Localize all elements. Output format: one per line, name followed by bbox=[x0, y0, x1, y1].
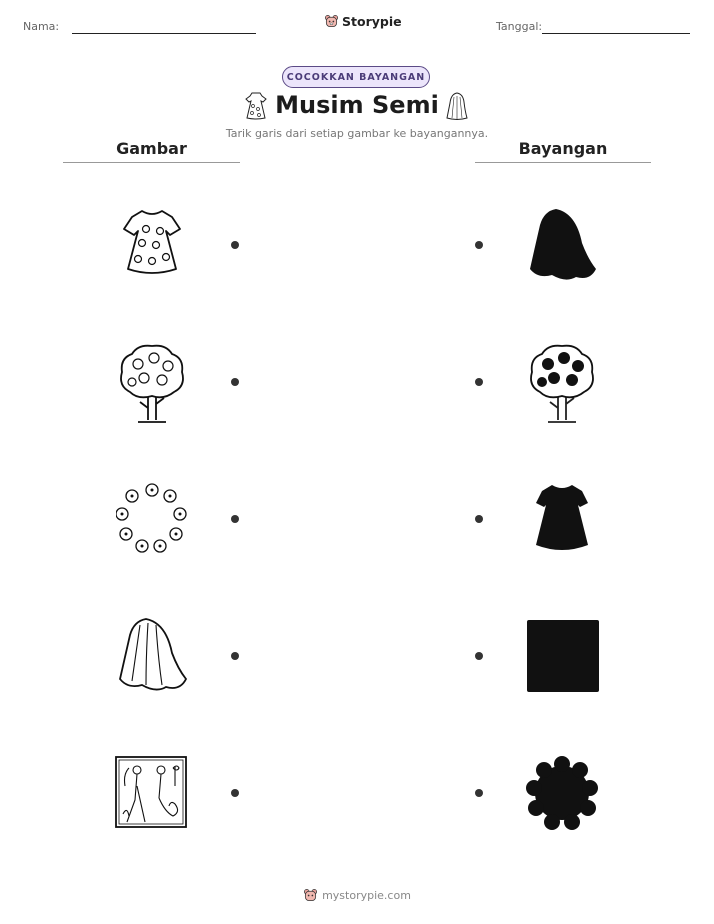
right-column-rule bbox=[475, 162, 651, 163]
name-label: Nama: bbox=[23, 20, 60, 33]
right-connect-dot-4[interactable] bbox=[475, 652, 483, 660]
fruit-tree-icon bbox=[116, 342, 188, 424]
left-connect-dot-4[interactable] bbox=[231, 652, 239, 660]
right-column-heading: Bayangan bbox=[518, 139, 608, 158]
veil-icon bbox=[444, 91, 470, 121]
fruit-tree-shadow-icon bbox=[526, 342, 598, 424]
right-connect-dot-1[interactable] bbox=[475, 241, 483, 249]
date-label: Tanggal: bbox=[496, 20, 543, 33]
dress-icon bbox=[116, 207, 188, 279]
left-column-rule bbox=[63, 162, 240, 163]
tile-shadow-icon bbox=[527, 620, 599, 692]
left-connect-dot-1[interactable] bbox=[231, 241, 239, 249]
brand-name: Storypie bbox=[342, 14, 402, 29]
brand-logo bbox=[324, 14, 402, 29]
angels-tile-icon bbox=[115, 756, 187, 828]
flower-wreath-icon bbox=[116, 482, 188, 554]
footer-url[interactable]: mystorypie.com bbox=[322, 889, 411, 902]
activity-badge: COCOKKAN BAYANGAN bbox=[282, 66, 430, 88]
instructions: Tarik garis dari setiap gambar ke bayangannya. bbox=[225, 127, 489, 140]
right-connect-dot-2[interactable] bbox=[475, 378, 483, 386]
wreath-shadow-icon bbox=[526, 756, 598, 830]
bear-icon bbox=[303, 888, 318, 903]
left-connect-dot-5[interactable] bbox=[231, 789, 239, 797]
right-connect-dot-5[interactable] bbox=[475, 789, 483, 797]
dress-shadow-icon bbox=[526, 481, 598, 555]
left-connect-dot-3[interactable] bbox=[231, 515, 239, 523]
right-connect-dot-3[interactable] bbox=[475, 515, 483, 523]
veil-shadow-icon bbox=[526, 207, 598, 283]
date-field-line[interactable] bbox=[542, 33, 690, 34]
footer bbox=[0, 888, 714, 903]
left-column-heading: Gambar bbox=[116, 139, 187, 158]
page-title: Musim Semi bbox=[275, 91, 439, 119]
bear-icon bbox=[324, 14, 339, 29]
left-connect-dot-2[interactable] bbox=[231, 378, 239, 386]
veil-icon bbox=[116, 617, 188, 693]
name-field-line[interactable] bbox=[72, 33, 256, 34]
